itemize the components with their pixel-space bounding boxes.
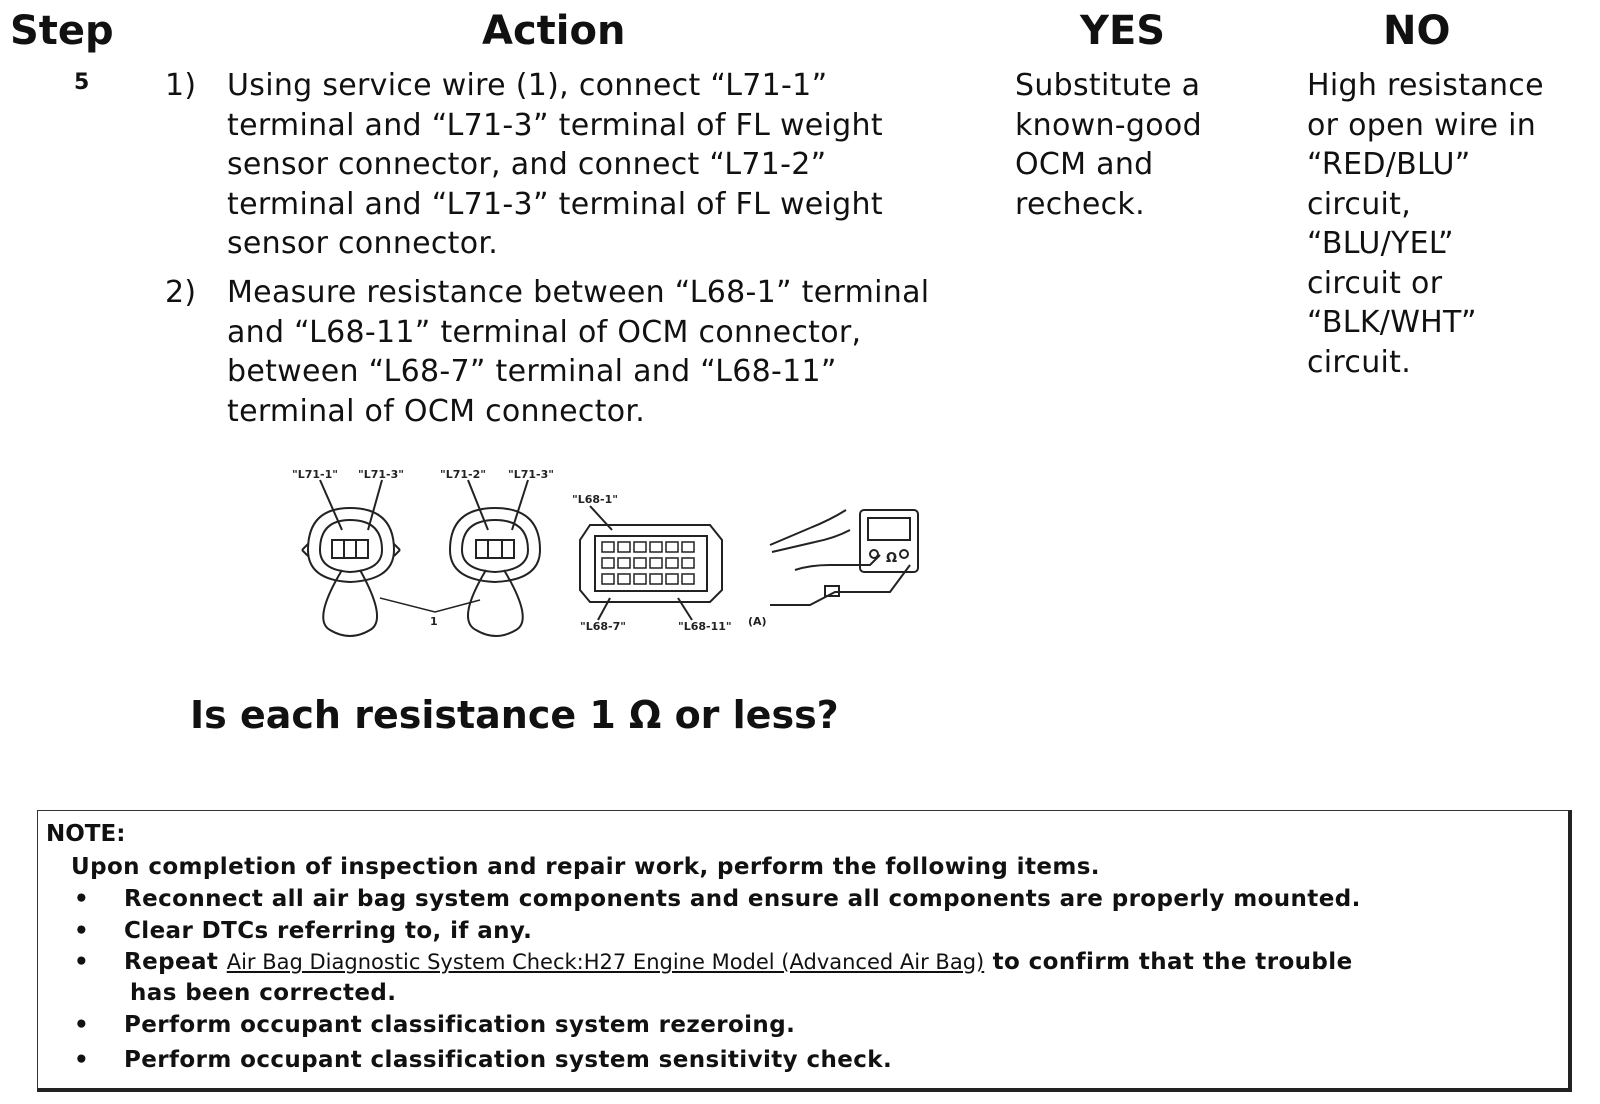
label-l68-7: "L68-7" bbox=[580, 620, 626, 633]
step-number: 5 bbox=[74, 70, 90, 95]
header-action: Action bbox=[482, 8, 626, 54]
repeat-text: Repeat bbox=[124, 949, 227, 975]
confirm-text: to confirm that the trouble bbox=[984, 949, 1353, 975]
weight-sensor-connector-1 bbox=[302, 508, 400, 636]
label-service-wire-1: 1 bbox=[430, 615, 438, 628]
note-box bbox=[37, 810, 1572, 1092]
label-l71-1: "L71-1" bbox=[292, 470, 338, 481]
label-a: (A) bbox=[748, 615, 767, 628]
label-l71-2: "L71-2" bbox=[440, 470, 486, 481]
note-bullet-text bbox=[124, 949, 1353, 975]
note-bullet-text: Reconnect all air bag system components and ensure all components are properly mounted. bbox=[124, 886, 1361, 912]
label-l68-1: "L68-1" bbox=[572, 493, 618, 506]
action-item-text: Using service wire (1), connect “L71-1” terminal and “L71-3” terminal of FL weight sensor connector, and connect “L71-2” terminal and “L71-3” terminal of FL weight sensor connector. bbox=[227, 68, 883, 261]
action-item-text: Measure resistance between “L68-1” terminal and “L68-11” terminal of OCM connector, between “L68-7” terminal and “L68-11” terminal of OCM connector. bbox=[227, 275, 930, 429]
label-l68-11: "L68-11" bbox=[678, 620, 732, 633]
bullet-icon: • bbox=[74, 918, 90, 944]
bullet-icon: • bbox=[74, 1012, 90, 1038]
question-text: Is each resistance 1 Ω or less? bbox=[190, 693, 839, 737]
connector-diagram bbox=[290, 470, 950, 670]
note-bullet-text: has been corrected. bbox=[130, 980, 397, 1006]
label-l71-3: "L71-3" bbox=[508, 470, 554, 481]
header-step: Step bbox=[10, 8, 114, 54]
yes-result-text: Substitute a known-good OCM and recheck. bbox=[1015, 68, 1202, 222]
diagnostic-check-link[interactable]: Air Bag Diagnostic System Check:H27 Engine Model (Advanced Air Bag) bbox=[226, 950, 985, 974]
note-intro: Upon completion of inspection and repair work, perform the following items. bbox=[71, 854, 1100, 880]
note-bullet-text: Perform occupant classification system rezeroing. bbox=[124, 1012, 796, 1038]
bullet-icon: • bbox=[74, 949, 90, 975]
weight-sensor-connector-2 bbox=[450, 508, 540, 636]
label-l71-3: "L71-3" bbox=[358, 470, 404, 481]
note-bullet-text: Perform occupant classification system sensitivity check. bbox=[124, 1047, 893, 1073]
note-title: NOTE: bbox=[46, 821, 126, 847]
ohm-symbol: Ω bbox=[886, 551, 898, 566]
bullet-icon: • bbox=[74, 1047, 90, 1073]
action-item-number: 1) bbox=[165, 68, 197, 103]
note-bullet-text: Clear DTCs referring to, if any. bbox=[124, 918, 533, 944]
header-yes: YES bbox=[1080, 8, 1166, 54]
bullet-icon: • bbox=[74, 886, 90, 912]
no-result-text: High resistance or open wire in “RED/BLU” circuit, “BLU/YEL” circuit or “BLK/WHT” circuit. bbox=[1307, 68, 1544, 380]
header-no: NO bbox=[1383, 8, 1451, 54]
ocm-connector bbox=[580, 525, 722, 602]
action-item-number: 2) bbox=[165, 275, 197, 310]
